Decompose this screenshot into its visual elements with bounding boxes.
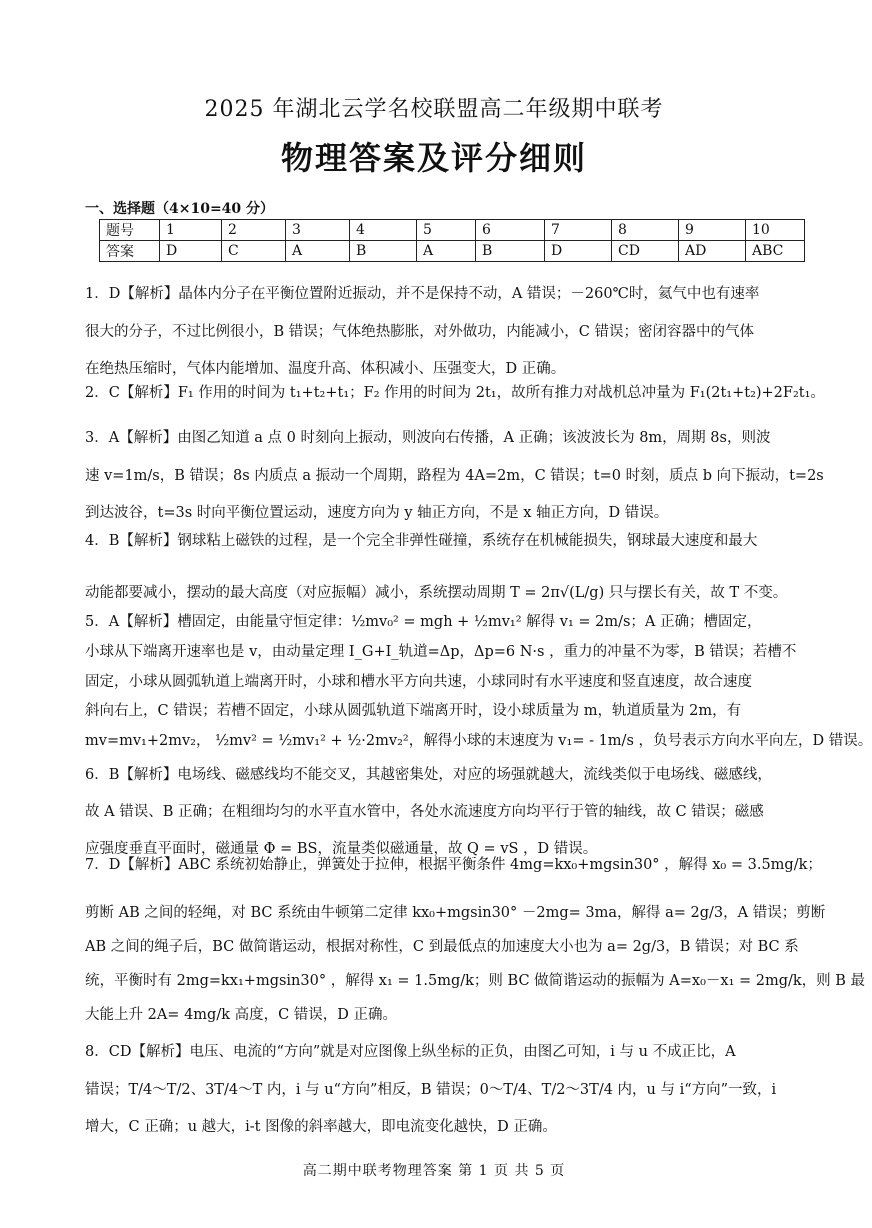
solution-line: 应强度垂直平面时，磁通量 Φ = BS，流量类似磁通量，故 Q = vS ，D 错误。 (85, 841, 598, 857)
question-number-row (100, 220, 805, 241)
solution-line: 错误；T/4～T/2、3T/4～T 内，i 与 u“方向”相反，B 错误；0～T/4、T/2～3T/4 内，u 与 i“方向”一致，i (85, 1081, 777, 1098)
exam-title: 2025 年湖北云学名校联盟高二年级期中联考 (204, 97, 664, 122)
row-label: 题号 (100, 220, 160, 241)
solution-line: 1．D【解析】晶体内分子在平衡位置附近振动，并不是保持不动，A 错误；－260℃时，氦气中也有速率 (85, 286, 760, 302)
question-number-cell: 8 (612, 220, 679, 241)
solution-line: 6．B【解析】电场线、磁感线均不能交叉，其越密集处，对应的场强就越大，流线类似于电场线、磁感线， (85, 767, 772, 783)
page-footer: 高二期中联考物理答案 第 1 页 共 5 页 (302, 1163, 566, 1179)
question-number-cell: 3 (286, 220, 350, 241)
solution-line: 速 v=1m/s，B 错误；8s 内质点 a 振动一个周期，路程为 4A=2m，C 错误；t=0 时刻，质点 b 向下振动，t=2s (85, 467, 824, 484)
solution-line: 在绝热压缩时，气体内能增加、温度升高、体积减小、压强变大，D 正确。 (85, 361, 566, 377)
answer-cell: A (417, 241, 476, 262)
solution-line: 统，平衡时有 2mg=kx₁+mgsin30° ，解得 x₁ = 1.5mg/k；则 BC 做简谐运动的振幅为 A=x₀－x₁ = 2mg/k，则 B 最 (85, 973, 866, 989)
solution-line: 大能上升 2A= 4mg/k 高度，C 错误，D 正确。 (85, 1007, 398, 1023)
answer-cell: C (222, 241, 286, 262)
solution-line: 5．A【解析】槽固定，由能量守恒定律：½mv₀² = mgh + ½mv₁² 解得 v₁ = 2m/s；A 正确；槽固定， (85, 614, 762, 630)
solution-item (85, 378, 825, 408)
question-number-cell: 9 (679, 220, 746, 241)
question-number-cell: 6 (476, 220, 545, 241)
answer-cell: B (350, 241, 417, 262)
solution-line: 动能都要减小，摆动的最大高度（对应振幅）减小，系统摆动周期 T = 2π√(L/g) 只与摆长有关，故 T 不变。 (85, 585, 788, 601)
solution-line: 很大的分子，不过比例很小，B 错误；气体绝热膨胀，对外做功，内能减小，C 错误；密闭容器中的气体 (85, 323, 754, 340)
solution-line: 剪断 AB 之间的轻绳，对 BC 系统由牛顿第二定律 kx₀+mgsin30° －2mg= 3ma，解得 a= 2g/3，A 错误；剪断 (85, 905, 826, 921)
solution-line: 故 A 错误、B 正确；在粗细均匀的水平直水管中，各处水流速度方向均平行于管的轴线，故 C 错误；磁感 (85, 804, 764, 820)
solution-line: 增大，C 正确；u 越大，i-t 图像的斜率越大，即电流变化越快，D 正确。 (85, 1119, 557, 1135)
answer-cell: D (545, 241, 612, 262)
solution-line: AB 之间的绳子后，BC 做简谐运动，根据对称性，C 到最低点的加速度大小也为 a= 2g/3，B 错误；对 BC 系 (85, 939, 799, 955)
section-heading-multiple-choice: 一、选择题（4×10=40 分） (85, 201, 275, 217)
solution-line: 斜向右上，C 错误；若槽不固定，小球从圆弧轨道下端离开时，设小球质量为 m，轨道质量为 2m，有 (85, 703, 742, 720)
solution-line: 固定，小球从圆弧轨道上端离开时，小球和槽水平方向共速，小球同时有水平速度和竖直速度，故合速度 (85, 673, 752, 690)
solution-line: mv=mv₁+2mv₂， ½mv² = ½mv₁² + ½·2mv₂²，解得小球的末速度为 v₁= - 1m/s ，负号表示方向水平向左，D 错误。 (85, 733, 872, 750)
solution-item (85, 515, 788, 619)
solution-line: 4．B【解析】钢球粘上磁铁的过程，是一个完全非弹性碰撞，系统存在机械能损失，钢球最大速度和最大 (85, 533, 758, 549)
solution-item (85, 1034, 785, 1147)
question-number-cell: 4 (350, 220, 417, 241)
solution-item (85, 896, 866, 1032)
solution-item (85, 850, 822, 880)
answer-cell: D (160, 241, 222, 262)
question-number-cell: 1 (160, 220, 222, 241)
answer-cell: A (286, 241, 350, 262)
solution-item (85, 608, 872, 757)
question-number-cell: 7 (545, 220, 612, 241)
answer-cell: B (476, 241, 545, 262)
document-title: 物理答案及评分细则 (280, 139, 587, 177)
solution-item (85, 276, 785, 389)
answer-row (100, 241, 805, 262)
solution-line: 2．C【解析】F₁ 作用的时间为 t₁+t₂+t₁；F₂ 作用的时间为 2t₁，故所有推力对战机总冲量为 F₁(2t₁+t₂)+2F₂t₁。 (85, 385, 825, 401)
solution-line: 小球从下端离开速率也是 v，由动量定理 I_G+I_轨道=Δp，Δp=6 N·s ，重力的冲量不为零，B 错误；若槽不 (85, 643, 797, 660)
question-number-cell: 10 (746, 220, 805, 241)
answer-key-table (99, 219, 805, 262)
question-number-cell: 2 (222, 220, 286, 241)
answer-cell: AD (679, 241, 746, 262)
solution-line: 到达波谷，t=3s 时向平衡位置运动，速度方向为 y 轴正方向，不是 x 轴正方向，D 错误。 (85, 505, 669, 521)
row-label: 答案 (100, 241, 160, 262)
solution-line: 8．CD【解析】电压、电流的“方向”就是对应图像上纵坐标的正负，由图乙可知，i 与 u 不成正比，A (85, 1044, 736, 1060)
answer-cell: ABC (746, 241, 805, 262)
answer-cell: CD (612, 241, 679, 262)
solution-line: 7．D【解析】ABC 系统初始静止，弹簧处于拉伸，根据平衡条件 4mg=kx₀+mgsin30° ，解得 x₀ = 3.5mg/k； (85, 857, 822, 873)
solution-line: 3．A【解析】由图乙知道 a 点 0 时刻向上振动，则波向右传播，A 正确；该波波长为 8m，周期 8s，则波 (85, 430, 771, 446)
question-number-cell: 5 (417, 220, 476, 241)
